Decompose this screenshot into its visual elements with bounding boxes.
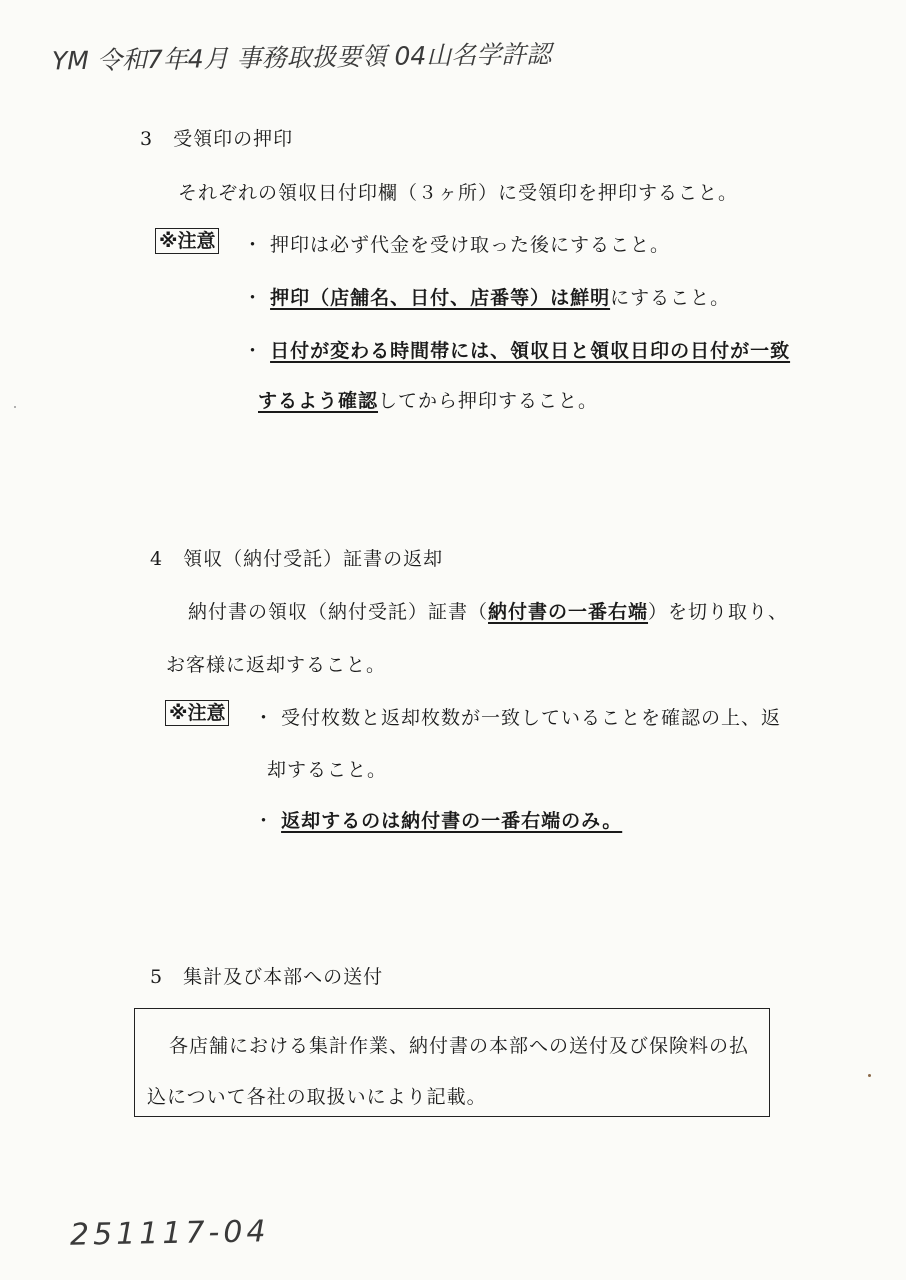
section-3-caution-label (155, 228, 219, 254)
section-5-box-line-1: 各店舗における集計作業、納付書の本部への送付及び保険料の払 (169, 1035, 750, 1057)
bullet-3-emphasis-line-2: するよう確認 (258, 390, 379, 412)
section-4-bullet-1-line-1: ・ 受付枚数と返却枚数が一致していることを確認の上、返 (254, 707, 782, 729)
section-3-heading: 3 受領印の押印 (140, 128, 294, 150)
bullet-2-emphasis: 押印（店舗名、日付、店番等）は鮮明 (270, 287, 611, 309)
scan-speck (14, 406, 16, 408)
bullet-mark: ・ (243, 340, 264, 362)
handwritten-footer: 251117-04 (69, 1214, 270, 1253)
section-4-body-emphasis: 納付書の一番右端 (488, 601, 649, 623)
caution-badge: ※注意 (165, 700, 229, 726)
section-4-bullet-2 (254, 806, 622, 833)
section-4-bullet-2-emphasis: 返却するのは納付書の一番右端のみ。 (281, 810, 623, 832)
section-4-caution-label (165, 700, 229, 726)
section-3-bullet-3-line-1 (243, 336, 790, 363)
section-4-body-part-2: ）を切り取り、 (648, 601, 789, 623)
section-5-box (134, 1008, 770, 1117)
section-3-bullet-3-line-2 (258, 386, 598, 413)
section-3-bullet-1: ・ 押印は必ず代金を受け取った後にすること。 (243, 234, 671, 256)
section-4-heading: 4 領収（納付受託）証書の返却 (150, 548, 444, 570)
bullet-mark: ・ (243, 287, 264, 309)
caution-badge: ※注意 (155, 228, 219, 254)
section-5-heading: 5 集計及び本部への送付 (150, 966, 384, 988)
section-4-bullet-1-line-2: 却すること。 (267, 759, 388, 781)
bullet-3-rest: してから押印すること。 (378, 390, 599, 412)
section-3-body: それぞれの領収日付印欄（３ヶ所）に受領印を押印すること。 (178, 182, 739, 204)
bullet-2-rest: にすること。 (610, 287, 731, 309)
scan-speck (868, 1074, 871, 1077)
bullet-3-emphasis-line-1: 日付が変わる時間帯には、領収日と領収日印の日付が一致 (270, 340, 791, 362)
section-4-body-line-1 (188, 597, 788, 624)
section-4-body-line-2: お客様に返却すること。 (166, 654, 387, 676)
section-4-body-part-1: 納付書の領収（納付受託）証書（ (188, 601, 489, 623)
handwritten-header: YM 令和7年4月 事務取扱要領 04山名学許認 (51, 39, 552, 76)
section-3-bullet-2 (243, 283, 730, 310)
section-5-box-line-2: 込について各社の取扱いにより記載。 (147, 1086, 487, 1108)
bullet-mark: ・ (254, 810, 275, 832)
